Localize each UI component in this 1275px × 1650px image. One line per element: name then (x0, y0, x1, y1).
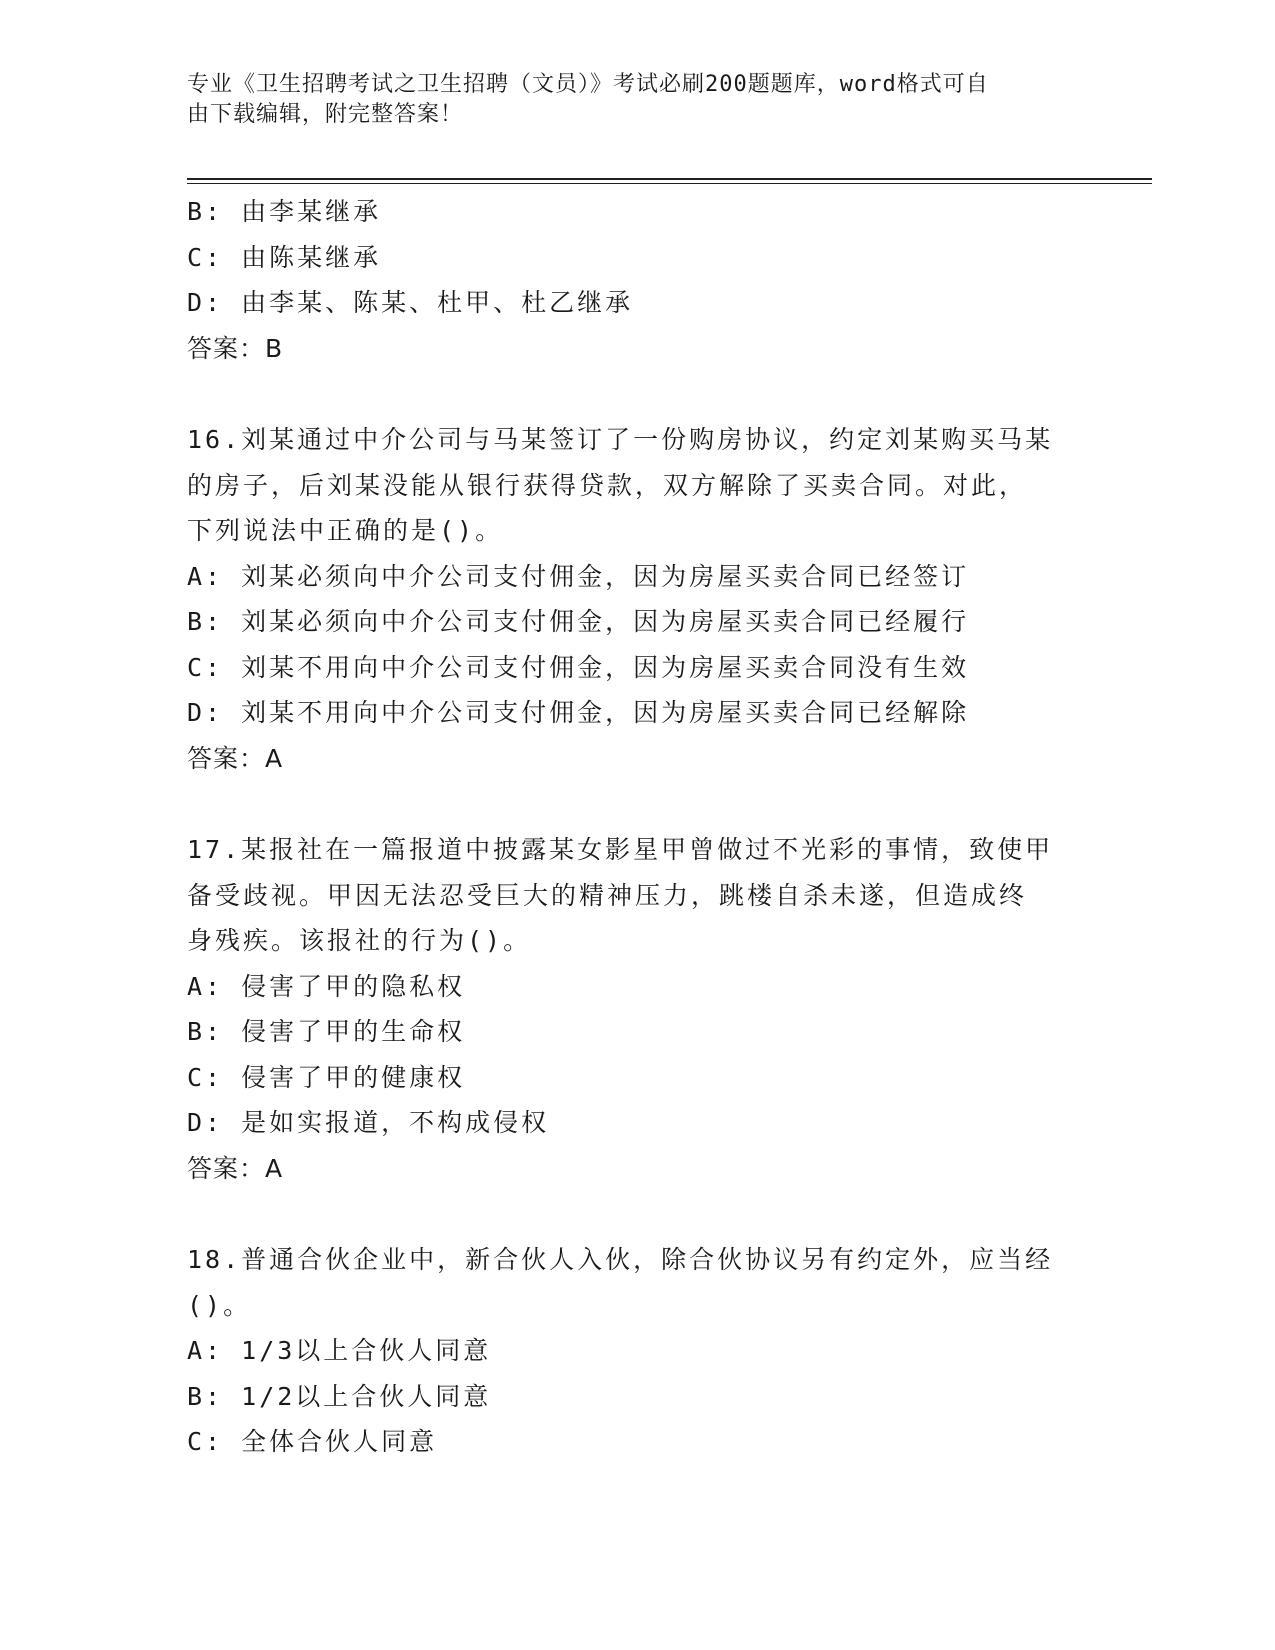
header-rule-thin (187, 183, 1152, 184)
option-c: C: 全体合伙人同意 (187, 1427, 438, 1456)
option-d: D: 由李某、陈某、杜甲、杜乙继承 (187, 288, 634, 317)
option-b: B: 由李某继承 (187, 197, 382, 226)
question-text-line: 身残疾。该报社的行为()。 (187, 926, 532, 955)
question-15-tail (187, 189, 1087, 371)
option-c: C: 刘某不用向中介公司支付佣金，因为房屋买卖合同没有生效 (187, 652, 970, 682)
answer-label: 答案：A (187, 743, 284, 773)
question-text-line: 备受歧视。甲因无法忍受巨大的精神压力，跳楼自杀未遂，但造成终 (187, 880, 1028, 910)
option-a: A: 1/3以上合伙人同意 (187, 1336, 492, 1365)
question-16 (187, 417, 1087, 781)
question-text-line: 下列说法中正确的是()。 (187, 516, 504, 545)
question-17 (187, 827, 1087, 1191)
answer-label: 答案：B (187, 333, 284, 363)
question-text-line: 16.刘某通过中介公司与马某签订了一份购房协议，约定刘某购买马某 (187, 425, 1054, 454)
option-c: C: 侵害了甲的健康权 (187, 1062, 466, 1092)
header-line-2: 由下载编辑，附完整答案！ (187, 102, 464, 127)
option-a: A: 刘某必须向中介公司支付佣金，因为房屋买卖合同已经签订 (187, 561, 970, 591)
question-text-line: 的房子，后刘某没能从银行获得贷款，双方解除了买卖合同。对此， (187, 470, 1028, 500)
header-line-1: 专业《卫生招聘考试之卫生招聘（文员）》考试必刷200题题库，word格式可自 (187, 72, 989, 97)
option-d: D: 是如实报道，不构成侵权 (187, 1108, 550, 1137)
option-b: B: 侵害了甲的生命权 (187, 1017, 466, 1046)
option-b: B: 1/2以上合伙人同意 (187, 1381, 492, 1411)
question-text-line: ()。 (187, 1290, 252, 1320)
option-c: C: 由陈某继承 (187, 242, 382, 272)
question-text-line: 17.某报社在一篇报道中披露某女影星甲曾做过不光彩的事情，致使甲 (187, 835, 1054, 864)
option-a: A: 侵害了甲的隐私权 (187, 971, 466, 1001)
answer-label: 答案：A (187, 1153, 284, 1183)
option-d: D: 刘某不用向中介公司支付佣金，因为房屋买卖合同已经解除 (187, 698, 970, 727)
question-text-line: 18.普通合伙企业中，新合伙人入伙，除合伙协议另有约定外，应当经 (187, 1245, 1054, 1274)
document-header (187, 70, 1067, 130)
option-b: B: 刘某必须向中介公司支付佣金，因为房屋买卖合同已经履行 (187, 607, 970, 636)
header-rule-thick (187, 178, 1152, 180)
document-body (187, 189, 1087, 1465)
question-18 (187, 1237, 1087, 1465)
